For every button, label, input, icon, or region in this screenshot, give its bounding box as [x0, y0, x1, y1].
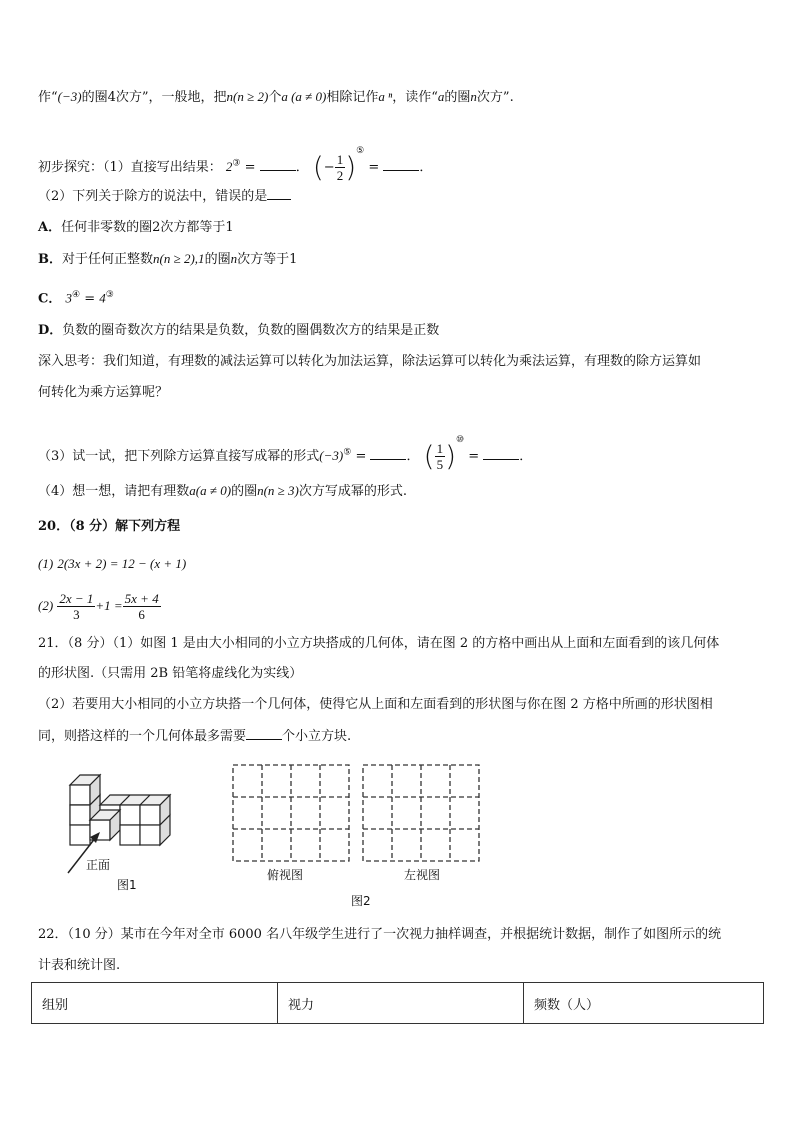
equals-sign: = [468, 449, 480, 464]
table-header-cell: 频数（人） [524, 983, 764, 1024]
separator: ． [406, 449, 420, 464]
equals-sign: = [244, 160, 256, 175]
math-base: (−3) [319, 448, 344, 463]
intro-line [38, 87, 514, 108]
intro-text: 个 [268, 90, 282, 105]
circle-exponent: ⑤ [356, 146, 365, 156]
q4-line [38, 481, 407, 502]
option-letter: C． [38, 291, 62, 307]
math-condition: n(n ≥ 2),1 [153, 251, 205, 266]
q20-title: 20．（8 分）解下列方程 [38, 519, 181, 534]
left-view-label: 左视图 [404, 868, 441, 882]
q21-line-2: 的形状图.（只需用 2B 铅笔将虚线化为实线） [38, 666, 303, 681]
math-base: 3 [65, 290, 72, 306]
equals-sign: = [84, 291, 96, 307]
paren-left: ( [312, 150, 324, 184]
answer-blank[interactable] [370, 459, 406, 460]
fraction [435, 441, 446, 472]
fraction [335, 152, 346, 183]
math-base: (−3) [57, 89, 82, 104]
answer-blank[interactable] [267, 199, 291, 200]
separator: ． [419, 160, 433, 175]
option-text: 次方等于1 [237, 252, 298, 267]
fraction-denominator: 3 [73, 607, 80, 622]
q20-eq2 [38, 588, 161, 625]
option-text: 对于任何正整数 [62, 252, 154, 267]
intro-text: 相除记作 [326, 90, 379, 105]
q2-text: （2）下列关于除方的说法中，错误的是 [38, 189, 268, 204]
option-letter: D． [38, 323, 63, 338]
paren-right: ) [445, 439, 457, 473]
q4-text: 次方写成幂的形式. [298, 484, 408, 499]
math-base: 4 [99, 290, 106, 306]
fraction [57, 591, 95, 622]
paren-right: ) [345, 150, 357, 184]
circle-exponent: ③ [105, 290, 114, 300]
answer-blank[interactable] [246, 739, 282, 740]
q22-line-1: 22．（10 分）某市在今年对全市 6000 名八年级学生进行了一次视力抽样调查，并根据统计数据，制作了如图所示的统 [38, 927, 722, 942]
q21-text: 个小立方块. [282, 729, 352, 744]
circle-exponent: ⑤ [343, 447, 352, 458]
fraction-denominator: 2 [336, 168, 344, 183]
q20-eq1 [38, 554, 186, 575]
q21-line-1: 21．（8 分）（1）如图 1 是由大小相同的小立方块搭成的几何体，请在图 2 的方格中画出从上面和左面看到的该几何体 [38, 636, 720, 651]
q3-line [38, 420, 532, 477]
intro-text: 次方”. [476, 90, 514, 105]
intro-text: 作“ [38, 90, 58, 105]
circle-exponent: ⑩ [456, 435, 465, 445]
fraction-denominator: 5 [436, 457, 444, 472]
circle-exponent: ④ [72, 290, 81, 300]
fraction-numerator: 2x − 1 [59, 591, 94, 606]
q3-text: （3）试一试，把下列除方运算直接写成幂的形式 [38, 449, 320, 464]
math-var: n [470, 89, 477, 104]
q22-line-2: 计表和统计图. [38, 958, 121, 973]
separator: ． [519, 449, 533, 464]
fraction-numerator: 1 [436, 441, 444, 456]
option-text: 任何非零数的圈2次方都等于1 [61, 220, 234, 235]
top-view-grid [232, 764, 350, 862]
math-condition: a (a ≠ 0) [281, 89, 327, 104]
fig1-caption: 图1 [117, 878, 137, 892]
fraction-numerator: 5x + 4 [124, 591, 159, 606]
q2-option-c [38, 285, 114, 309]
equation-mid: +1 = [95, 598, 123, 613]
math-var: a [437, 89, 445, 104]
equation-label: (2) [38, 598, 54, 613]
table-header-row [32, 983, 764, 1024]
math-power: a ⁿ [378, 89, 393, 104]
answer-blank[interactable] [483, 459, 519, 460]
table-header-cell: 视力 [278, 983, 524, 1024]
fraction-denominator: 6 [138, 607, 145, 622]
equals-sign: = [355, 449, 367, 464]
minus-sign: − [323, 160, 335, 175]
q2-prompt [38, 187, 291, 207]
fraction-numerator: 1 [336, 152, 344, 167]
answer-blank[interactable] [383, 170, 419, 171]
math-var: n [230, 251, 238, 266]
deep-line-2: 何转化为乘方运算呢？ [38, 385, 169, 400]
option-text: 负数的圈奇数次方的结果是负数，负数的圈偶数次方的结果是正数 [62, 323, 440, 338]
q21-text: 同，则搭这样的一个几何体最多需要 [38, 729, 247, 744]
math-condition: n(n ≥ 3) [257, 483, 299, 498]
table-header-cell: 组别 [32, 983, 278, 1024]
math-base: 2 [225, 159, 233, 174]
fraction [123, 591, 161, 622]
q2-option-b [38, 249, 297, 270]
option-letter: B． [38, 252, 62, 267]
equals-sign: = [368, 160, 380, 175]
stats-table [31, 982, 764, 1024]
separator: ． [295, 160, 309, 175]
paren-left: ( [423, 439, 435, 473]
figure-1-cubes [60, 765, 190, 890]
top-view-label: 俯视图 [267, 868, 304, 882]
explore-label: 初步探究：（1）直接写出结果： [38, 160, 222, 175]
explore-line [38, 133, 432, 186]
math-condition: a(a ≠ 0) [189, 483, 232, 498]
fig2-caption: 图2 [351, 894, 371, 908]
option-letter: A． [38, 220, 62, 235]
q2-option-a [38, 218, 234, 238]
q4-text: （4）想一想，请把有理数 [38, 484, 190, 499]
equation-1: 2(3x + 2) = 12 − (x + 1) [57, 556, 187, 571]
math-condition: n(n ≥ 2) [226, 89, 269, 104]
equation-label: (1) [38, 556, 54, 571]
q21-line-3: （2）若要用大小相同的小立方块搭一个几何体，使得它从上面和左面看到的形状图与你在图 2 方格中所画的形状图相 [38, 697, 713, 712]
q21-line-4 [38, 727, 351, 747]
intro-text: 的圈 [444, 90, 471, 105]
deep-line-1: 深入思考：我们知道，有理数的减法运算可以转化为加法运算，除法运算可以转化为乘法运算，有理数的除方运算如 [38, 354, 702, 369]
left-view-grid [362, 764, 480, 862]
option-text: 的圈 [204, 252, 231, 267]
answer-blank[interactable] [260, 170, 296, 171]
q4-text: 的圈 [231, 484, 258, 499]
intro-text: ，读作“ [392, 90, 438, 105]
intro-text: 的圈4次方”，一般地，把 [81, 90, 227, 105]
q2-option-d [38, 321, 439, 341]
circle-exponent: ③ [232, 158, 241, 169]
fig1-front-label: 正面 [86, 858, 111, 872]
